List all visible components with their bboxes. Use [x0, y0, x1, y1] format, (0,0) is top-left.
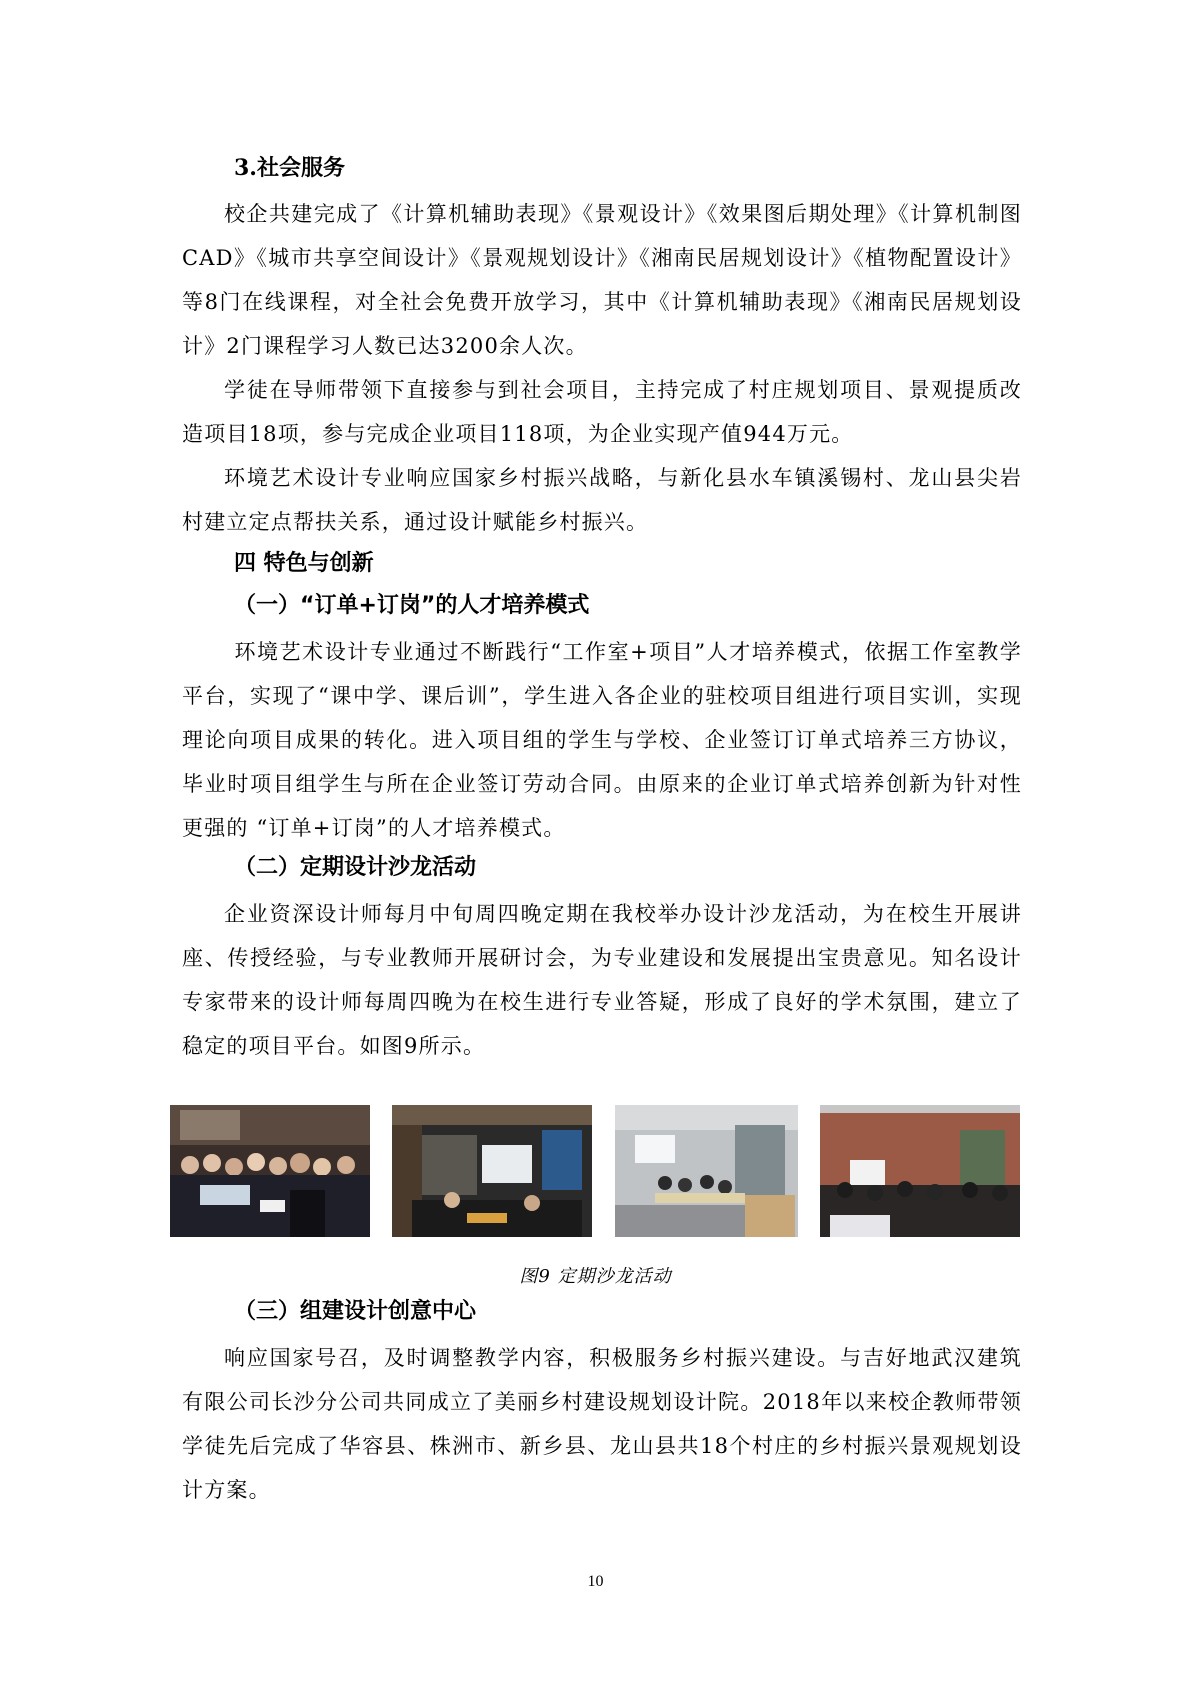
section-heading-features: 四 特色与创新 [234, 551, 374, 576]
salon-photo-strip [170, 1105, 1020, 1237]
paragraph: 企业资深设计师每月中旬周四晚定期在我校举办设计沙龙活动，为在校生开展讲座、传授经验，与专业教师开展研讨会，为专业建设和发展提出宝贵意见。知名设计专家带来的设计师每周四晚为在校生进行专业答疑，形成了良好的学术氛围，建立了稳定的项目平台。如图9所示。 [182, 902, 1022, 1058]
section-heading-social-service: 3.社会服务 [234, 155, 345, 181]
page-number: 10 [587, 1573, 604, 1590]
subsection-heading-salon: （二）定期设计沙龙活动 [234, 855, 477, 880]
figure-caption: 图9 定期沙龙活动 [519, 1266, 672, 1287]
salon-photo [170, 1105, 370, 1237]
subsection-heading-creative-center: （三）组建设计创意中心 [234, 1299, 477, 1324]
paragraph: 环境艺术设计专业响应国家乡村振兴战略，与新化县水车镇溪锡村、龙山县尖岩村建立定点帮扶关系，通过设计赋能乡村振兴。 [182, 466, 1022, 534]
subsection-heading-order-model: （一）“订单+订岗”的人才培养模式 [234, 593, 590, 618]
page-content [182, 150, 1022, 1068]
paragraph: 响应国家号召，及时调整教学内容，积极服务乡村振兴建设。与吉好地武汉建筑有限公司长沙分公司共同成立了美丽乡村建设规划设计院。2018年以来校企教师带领学徒先后完成了华容县、株洲市、新乡县、龙山县共18个村庄的乡村振兴景观规划设计方案。 [182, 1346, 1022, 1502]
paragraph: 环境艺术设计专业通过不断践行“工作室+项目”人才培养模式，依据工作室教学平台，实现了“课中学、课后训”，学生进入各企业的驻校项目组进行项目实训，实现理论向项目成果的转化。进入项目组的学生与学校、企业签订订单式培养三方协议，毕业时项目组学生与所在企业签订劳动合同。由原来的企业订单式培养创新为针对性更强的 “订单+订岗”的人才培养模式。 [182, 640, 1022, 840]
salon-photo [820, 1105, 1020, 1237]
page-content-lower [182, 1294, 1022, 1512]
paragraph: 校企共建完成了《计算机辅助表现》《景观设计》《效果图后期处理》《计算机制图CAD》《城市共享空间设计》《景观规划设计》《湘南民居规划设计》《植物配置设计》等8门在线课程，对全社会免费开放学习，其中《计算机辅助表现》《湘南民居规划设计》2门课程学习人数已达3200余人次。 [182, 202, 1022, 358]
paragraph: 学徒在导师带领下直接参与到社会项目，主持完成了村庄规划项目、景观提质改造项目18项，参与完成企业项目118项，为企业实现产值944万元。 [182, 378, 1022, 446]
salon-photo [615, 1105, 798, 1237]
salon-photo [392, 1105, 592, 1237]
